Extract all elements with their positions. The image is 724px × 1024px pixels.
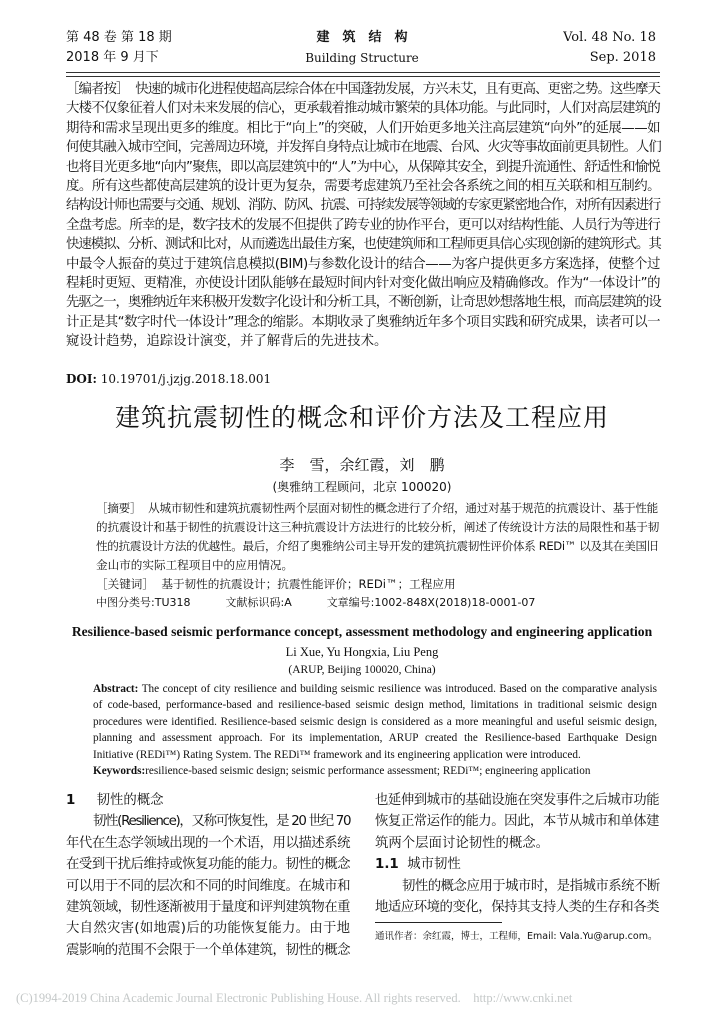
paper-title-cn: 建筑抗震韧性的概念和评价方法及工程应用 (114, 403, 609, 432)
section-heading-1-1: 1.1 城市韧性 (375, 857, 461, 873)
body-line: 大自然灾害(如地震)后的功能恢复能力。由于地 (66, 921, 350, 937)
abstract-line: 金山市的实际工程项目中的应用情况。 (96, 558, 294, 572)
classification-line: 中图分类号:TU318 文献标识码:A 文章编号:1002-848X(2018)18-0001-07 (96, 596, 536, 609)
authors-en: Li Xue, Yu Hongxia, Liu Peng (285, 645, 439, 659)
body-line: 地适应环境的变化，保持其支持人类的生存和各类 (375, 899, 659, 915)
abstract-en-line: procedures were identified. Resilience-based seismic design is considered as a more meaningful and useful seismic design, (93, 715, 657, 728)
abstract-label: ［摘要］ (96, 501, 142, 515)
abstract-en: Abstract: The concept of city resilience and building seismic resilience was introduced. Based on the comparative analysis of code-based, performance-based and resilience-based seismic design method, limitations in traditional seismic design procedures were identified. Resilience-based seismic design is considered as a more meaningful and useful seismic design, planning and assessment approach. For its implementation, ARUP created the Resilience-based Earthquake Design Initiative (REDi™) Rating System. The REDi™ framework and its engineering application were introduced. Keywords:resilience-based seismic design; seismic performance assessment; REDi™; engineering application (93, 681, 657, 779)
header-volume-en: Vol. 48 No. 18 (563, 30, 656, 45)
header-date-cn: 2018 年 9 月下 (66, 50, 159, 65)
abstract-en-line: Initiative (REDi™) Rating System. The REDi™ framework and its engineering application were introduced. (93, 748, 581, 761)
body-line: 也延伸到城市的基础设施在突发事件之后城市功能 (375, 793, 659, 808)
body-line: 建筑领域，韧性逐渐被用于量度和评判建筑物在重 (66, 899, 350, 915)
header-volume-cn: 第 48 卷 第 18 期 (66, 30, 172, 45)
footnote-rule (375, 922, 502, 923)
editor-note-line: 窥设计趋势，追踪设计演变，并了解背后的先进技术。 (66, 334, 388, 350)
keywords-cn: ［关键词］ 基于韧性的抗震设计；抗震性能评价；REDi™；工程应用 (96, 577, 456, 591)
paper-title-en: Resilience-based seismic performance concept, assessment methodology and engineering application (71, 624, 653, 639)
header-journal-cn: 建 筑 结 构 (316, 30, 408, 45)
editor-note-line: 大楼不仅象征着人们对未来发展的信心，更承载着推动城市繁荣的具体功能。与此同时，人们对高层建筑的 (66, 101, 660, 117)
body-line: 可以用于不同的层次和不同的时间维度。在城市和 (66, 878, 350, 894)
affiliation-cn: (奥雅纳工程顾问，北京 100020) (272, 480, 452, 494)
abstract-line: 性的抗震设计方法的优越性。最后，介绍了奥雅纳公司主导开发的建筑抗震韧性评价体系 REDi™ 以及其在美国旧 (96, 539, 658, 553)
abstract-line: 的抗震设计和基于韧性的抗震设计这三种抗震设计方法进行的比较分析，阐述了传统设计方法的局限性和基于韧 (96, 520, 660, 534)
header-date-en: Sep. 2018 (589, 50, 656, 65)
editor-note-line: 结构设计师也需要与交通、规划、消防、防风、抗震、可持续发展等领域的专家更紧密地合作，对所有因素进行 (66, 198, 660, 214)
editor-note-line: 度。所有这些都使高层建筑的设计更为复杂，需要考虑建筑乃至社会各系统之间的相互关联和相互制约。 (66, 178, 660, 194)
editor-note: ［编者按］ 快速的城市化进程使超高层综合体在中国蓬勃发展，方兴未艾，且有更高、更密之势。这些摩天 大楼不仅象征着人们对未来发展的信心，更承载着推动城市繁荣的具体功能。与此同时，人们对高层建筑的 期待和需求呈现出更多的维度。相比于“向上”的突破，人们开始更多地关注高层建筑“向外”的延展——如 何使其融入城市空间，完善周边环境，并发挥自身特点让城市在地震、台风、火灾等事故面前更具韧性。人们 也将目光更多地“向内”聚焦，即以高层建筑中的“人”为中心，从保障其安全，到提升流通性、舒适性和愉悦 度。所有这些都使高层建筑的设计更为复杂，需要考虑建筑乃至社会各系统之间的相互关联和相互制约。 结构设计师也需要与交通、规划、消防、防风、抗震、可持续发展等领域的专家更紧密地合作，对所有因素进行 全盘考虑。所幸的是，数字技术的发展不但提供了跨专业的协作平台，更可以对结构性能、人员行为等进行 快速模拟、分析、测试和比对，从而遴选出最佳方案，也使建筑师和工程师更具信心实现创新的建筑形式。其 中最令人振奋的莫过于建筑信息模拟(BIM)与参数化设计的结合——为客户提供更多方案选择，使整个过 程耗时更短、更精准，亦使设计团队能够在最短时间内针对变化做出响应及精确修改。作为“一体设计”的 先驱之一，奥雅纳近年来积极开发数字化设计和分析工具，不断创新，让奇思妙想落地生根，而高层建筑的设 计正是其“数字时代一体设计”理念的缩影。本期收录了奥雅纳近年多个项目实践和研究成果，读者可以一 窥设计趋势，追踪设计演变，并了解背后的先进技术。 (66, 80, 660, 351)
editor-note-line: 中最令人振奋的莫过于建筑信息模拟(BIM)与参数化设计的结合——为客户提供更多方案选择，使整个过 (66, 256, 660, 272)
section-heading-1: 1 韧性的概念 (66, 793, 164, 808)
editor-note-label: ［编者按］ (66, 82, 129, 97)
body-line: 韧性的概念应用于城市时，是指城市系统不断 (402, 878, 660, 894)
doi: DOI: 10.19701/j.jzjg.2018.18.001 (66, 372, 272, 386)
body-left-column (66, 790, 350, 961)
abstract-en-line: of code-based, performance-based and resilience-based seismic design method, limitations in traditional seismic design (93, 699, 657, 712)
header-journal-en: Building Structure (305, 51, 419, 65)
editor-note-line: 期待和需求呈现出更多的维度。相比于“向上”的突破，人们开始更多地关注高层建筑“向外”的延展——如 (66, 120, 660, 136)
keywords-en: Keywords:resilience-based seismic design; seismic performance assessment; REDi™; engineering application (93, 764, 591, 777)
body-line: 恢复正常运作的能力。因此，本节从城市和单体建 (375, 814, 659, 830)
abstract-en-line: planning and assessment approach. For its implementation, ARUP created the Resilience-based Earthquake Design (93, 732, 657, 745)
body-right-column (375, 790, 659, 918)
abstract-cn: ［摘要］ 从城市韧性和建筑抗震韧性两个层面对韧性的概念进行了介绍，通过对基于规范的抗震设计、基于性能 的抗震设计和基于韧性的抗震设计这三种抗震设计方法进行的比较分析，阐述了传统设计方法的局限性和基于韧 性的抗震设计方法的优越性。最后，介绍了奥雅纳公司主导开发的建筑抗震韧性评价体系 REDi™ 以及其在美国旧 金山市的实际工程项目中的应用情况。 ［关键词］ 基于韧性的抗震设计；抗震性能评价；REDi™；工程应用 中图分类号:TU318 文献标识码:A 文章编号:1002-848X(2018)18-0001-07 (96, 501, 660, 609)
editor-note-line: 计正是其“数字时代一体设计”理念的缩影。本期收录了奥雅纳近年多个项目实践和研究成果，读者可以一 (66, 314, 660, 330)
editor-note-line: 快速模拟、分析、测试和比对，从而遴选出最佳方案，也使建筑师和工程师更具信心实现创新的建筑形式。其 (66, 237, 661, 253)
editor-note-line: 程耗时更短、更精准，亦使设计团队能够在最短时间内针对变化做出响应及精确修改。作为“一体设计”的 (66, 275, 660, 291)
footnote-corresponding-author: 通讯作者：余红霞，博士，工程师，Email: Vala.Yu@arup.com。 (375, 931, 658, 942)
affiliation-en: (ARUP, Beijing 100020, China) (288, 664, 436, 676)
body-line: 震影响的范围不会限于一个单体建筑，韧性的概念 (66, 942, 350, 958)
body-line: 筑两个层面讨论韧性的概念。 (375, 835, 550, 851)
body-line: 年代在生态学领域出现的一个术语，用以描述系统 (66, 835, 350, 851)
editor-note-line: 也将目光更多地“向内”聚焦，即以高层建筑中的“人”为中心，从保障其安全，到提升流通性、舒适性和愉悦 (66, 159, 660, 175)
cnki-watermark: (C)1994-2019 China Academic Journal Electronic Publishing House. All rights reserved. http://www.cnki.net (16, 991, 573, 1005)
header-rule (66, 72, 660, 73)
body-line: 韧性(Resilience)，又称可恢复性，是 20 世纪 70 (93, 814, 351, 830)
body-line: 在受到干扰后维持或恢复功能的能力。韧性的概念 (66, 857, 350, 873)
editor-note-line: 全盘考虑。所幸的是，数字技术的发展不但提供了跨专业的协作平台，更可以对结构性能、人员行为等进行 (66, 217, 660, 233)
editor-note-line: 先驱之一，奥雅纳近年来积极开发数字化设计和分析工具，不断创新，让奇思妙想落地生根，而高层建筑的设 (66, 295, 661, 311)
editor-note-line: 何使其融入城市空间，完善周边环境，并发挥自身特点让城市在地震、台风、火灾等事故面前更具韧性。人们 (66, 140, 661, 156)
header-rule-thin (66, 76, 660, 77)
authors-cn: 李 雪，余红霞，刘 鹏 (279, 456, 445, 474)
abstract-en-label: Abstract: (93, 683, 139, 695)
